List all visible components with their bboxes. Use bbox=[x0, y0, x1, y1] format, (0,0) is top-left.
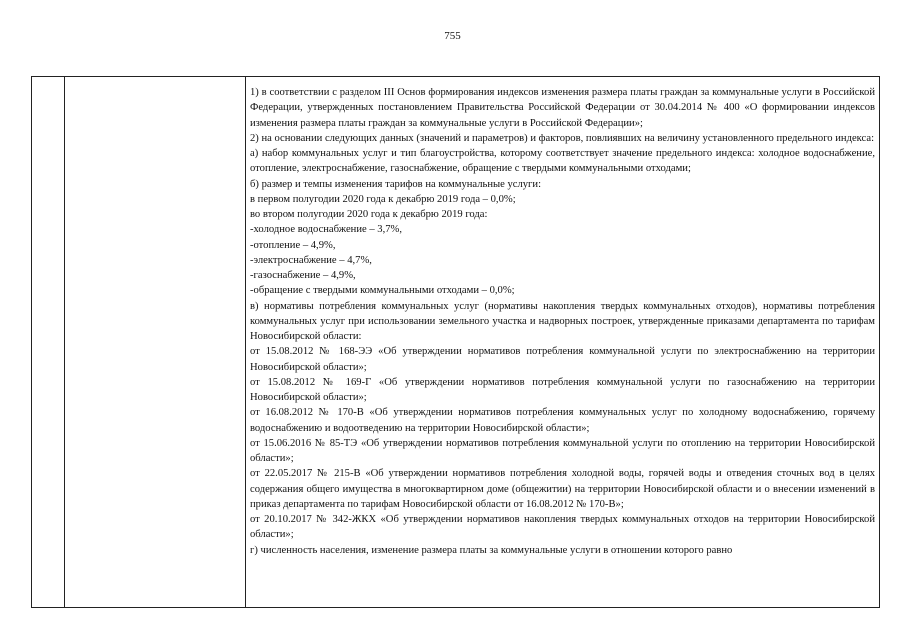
paragraph: от 20.10.2017 № 342-ЖКХ «Об утверждении нормативов накопления твердых коммунальных отходов на территории Новосибирской области»; bbox=[250, 514, 875, 541]
paragraph: -холодное водоснабжение – 3,7%, bbox=[250, 224, 402, 236]
paragraph: от 15.06.2016 № 85-ТЭ «Об утверждении нормативов потребления коммунальной услуги по отоплению на территории Новосибирской области»; bbox=[250, 437, 875, 464]
paragraph: 2) на основании следующих данных (значений и параметров) и факторов, повлиявших на величину установленного предельного индекса: bbox=[250, 132, 875, 144]
paragraph: от 22.05.2017 № 215-В «Об утверждении нормативов потребления холодной воды, горячей воды и отведения сточных вод в целях содержания общего имущества в многоквартирном доме (общежитии) на территории Новосибирской области и о внесении изменений в приказ департамента по тарифам Новосибирской области от 16.08.2012 № 170-В»; bbox=[250, 468, 875, 510]
paragraph: от 16.08.2012 № 170-В «Об утверждении нормативов потребления коммунальных услуг по холодному водоснабжению, горячему водоснабжению и водоотведению на территории Новосибирской области»; bbox=[250, 407, 875, 434]
paragraph: -отопление – 4,9%, bbox=[250, 239, 336, 251]
table-cell-name bbox=[65, 77, 246, 608]
paragraph: от 15.08.2012 № 168-ЭЭ «Об утверждении нормативов потребления коммунальной услуги по электроснабжению на территории Новосибирской области»; bbox=[250, 346, 875, 373]
table-cell-content bbox=[246, 77, 880, 608]
paragraph: г) численность населения, изменение размера платы за коммунальные услуги в отношении которого равно bbox=[250, 544, 733, 556]
paragraph: -газоснабжение – 4,9%, bbox=[250, 270, 356, 281]
paragraph: б) размер и темпы изменения тарифов на коммунальные услуги: bbox=[250, 178, 542, 190]
cell-content-text bbox=[246, 77, 879, 607]
paragraph: -электроснабжение – 4,7%, bbox=[250, 254, 372, 266]
table-cell-number bbox=[32, 77, 65, 608]
paragraph: во втором полугодии 2020 года к декабрю 2019 года: bbox=[250, 209, 488, 220]
paragraph: в) нормативы потребления коммунальных услуг (нормативы накопления твердых коммунальных отходов), нормативы потребления коммунальных услуг при использовании земельного участка и надворных построек, утвержденные приказами департамента по тарифам Новосибирской области: bbox=[250, 300, 875, 342]
paragraph: в первом полугодии 2020 года к декабрю 2019 года – 0,0%; bbox=[250, 193, 516, 205]
paragraph: 1) в соответствии с разделом III Основ формирования индексов изменения размера платы граждан за коммунальные услуги в Российской Федерации, утвержденных постановлением Правительства Российской Федерации от 30.04.2014 № 400 «О формировании индексов изменения размера платы граждан за коммунальные услуги в Российской Федерации»; bbox=[250, 87, 875, 129]
paragraph: а) набор коммунальных услуг и тип благоустройства, которому соответствует значение предельного индекса: холодное водоснабжение, отопление, электроснабжение, газоснабжение, обращение с твердыми коммунальными отходами; bbox=[250, 148, 875, 175]
table-row bbox=[32, 77, 880, 608]
document-table bbox=[31, 76, 880, 608]
paragraph: от 15.08.2012 № 169-Г «Об утверждении нормативов потребления коммунальной услуги по газоснабжению на территории Новосибирской области»; bbox=[250, 376, 875, 403]
page-number: 755 bbox=[444, 30, 461, 42]
paragraph: -обращение с твердыми коммунальными отходами – 0,0%; bbox=[250, 285, 515, 297]
